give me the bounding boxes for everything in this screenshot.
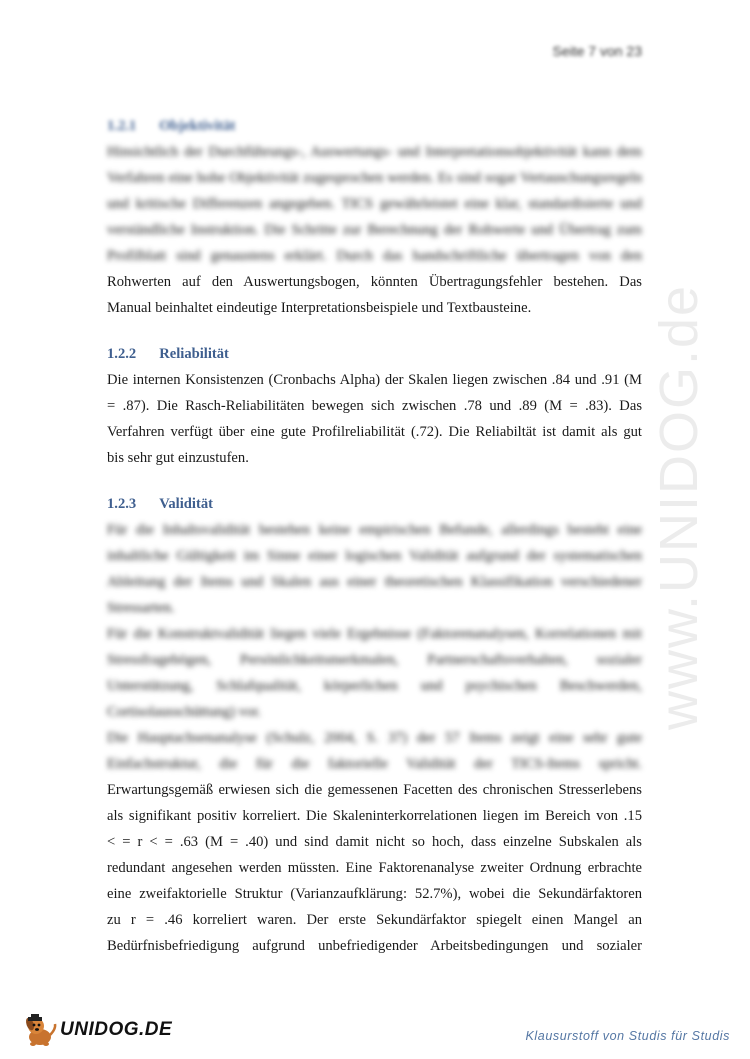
paragraph-visible [107, 367, 642, 471]
dog-icon [22, 1013, 58, 1047]
section-number: 1.2.2 [107, 346, 137, 362]
text-line: zu r = .46 korreliert waren. Der erste Sekundärfaktor spiegelt einen Mangel an [107, 912, 642, 928]
text-line: Die internen Konsistenzen (Cronbachs Alpha) der Skalen liegen zwischen .84 und .91 (M [107, 372, 642, 388]
section-reliabilitaet [107, 341, 642, 471]
text-line: Erwartungsgemäß erwiesen sich die gemessenen Facetten des chronischen Stresserlebens [107, 782, 642, 798]
blurred-paragraph: Die Hauptachsenanalyse (Schulz, 2004, S. 37) der 57 Items zeigt eine sehr gute Einfachstruktur, die für die faktorielle Validität der TICS-Items spricht. [107, 730, 642, 772]
text-line: < = r < = .63 (M = .40) und sind damit nicht so hoch, dass einzelne Subskalen als [107, 834, 642, 850]
text-line: redundant angesehen werden müssten. Eine Faktorenanalyse zweiter Ordnung erbrachte [107, 860, 642, 876]
footer-slogan: Klausurstoff von Studis für Studis [525, 1029, 730, 1043]
logo-text: UNIDOG.DE [60, 1019, 173, 1040]
section-heading [107, 113, 642, 139]
section-number: 1.2.3 [107, 496, 137, 512]
document-body [107, 113, 642, 979]
section-title: Objektivität [159, 118, 236, 134]
section-title: Reliabilität [159, 346, 229, 362]
text-line: Rohwerten auf den Auswertungsbogen, könnten Übertragungsfehler bestehen. Das [107, 274, 642, 290]
section-objektivitaet [107, 113, 642, 321]
section-number: 1.2.1 [107, 118, 137, 134]
blurred-paragraph: Hinsichtlich der Durchführungs-, Auswertungs- und Interpretationsobjektivität kann dem Verfahren eine hohe Objektivität zugesprochen werden. Es sind sogar Vertauschungsregeln und kritische Differenzen angegeben. TICS gewährleistet eine klar, standardisierte und verständliche Instruktion. Die Schritte zur Berechnung der Rohwerte und Übertrag zum Profilblatt sind genaustens erklärt. Durch das handschriftliche übertragen von den [107, 144, 642, 264]
paragraph-visible [107, 269, 642, 321]
section-heading [107, 341, 642, 367]
page-number: Seite 7 von 23 [552, 43, 642, 59]
unidog-logo[interactable] [22, 1013, 172, 1047]
blurred-paragraph: Für die Inhaltsvalidität bestehen keine empirischen Befunde, allerdings besteht eine inhaltliche Gültigkeit im Sinne einer logischen Validität aufgrund der systematischen Ableitung der Items und Skalen aus einer theoretischen Klassifikation verschiedener Stressarten. [107, 522, 642, 616]
text-line: Manual beinhaltet eindeutige Interpretationsbeispiele und Textbausteine. [107, 300, 532, 316]
text-line: als signifikant positiv korreliert. Die Skaleninterkorrelationen liegen im Bereich von .15 [107, 808, 642, 824]
text-line: bis sehr gut einzustufen. [107, 450, 249, 466]
section-heading [107, 491, 642, 517]
watermark: www.UNIDOG.de [649, 283, 709, 730]
section-validitaet [107, 491, 642, 959]
text-line: Verfahren verfügt über eine gute Profilreliabilität (.72). Die Reliabiltät ist damit als gut [107, 424, 642, 440]
paragraph-visible [107, 777, 642, 959]
section-title: Validität [159, 496, 213, 512]
text-line: eine zweifaktorielle Struktur (Varianzaufklärung: 52.7%), wobei die Sekundärfaktoren [107, 886, 642, 902]
text-line: Bedürfnisbefriedigung aufgrund unbefriedigender Arbeitsbedingungen und sozialer [107, 938, 642, 954]
blurred-paragraph: Für die Konstruktvalidität liegen viele Ergebnisse (Faktorenanalysen, Korrelationen mit Stressfragebögen, Persönlichkeitsmerkmalen, Partnerschaftsverhalten, sozialer Unterstützung, Schlafqualität, körperlichen und psychischen Beschwerden, Cortisolausschüttung) vor. [107, 626, 642, 720]
text-line: = .87). Die Rasch-Reliabilitäten bewegen sich zwischen .78 und .89 (M = .83). Das [107, 398, 642, 414]
